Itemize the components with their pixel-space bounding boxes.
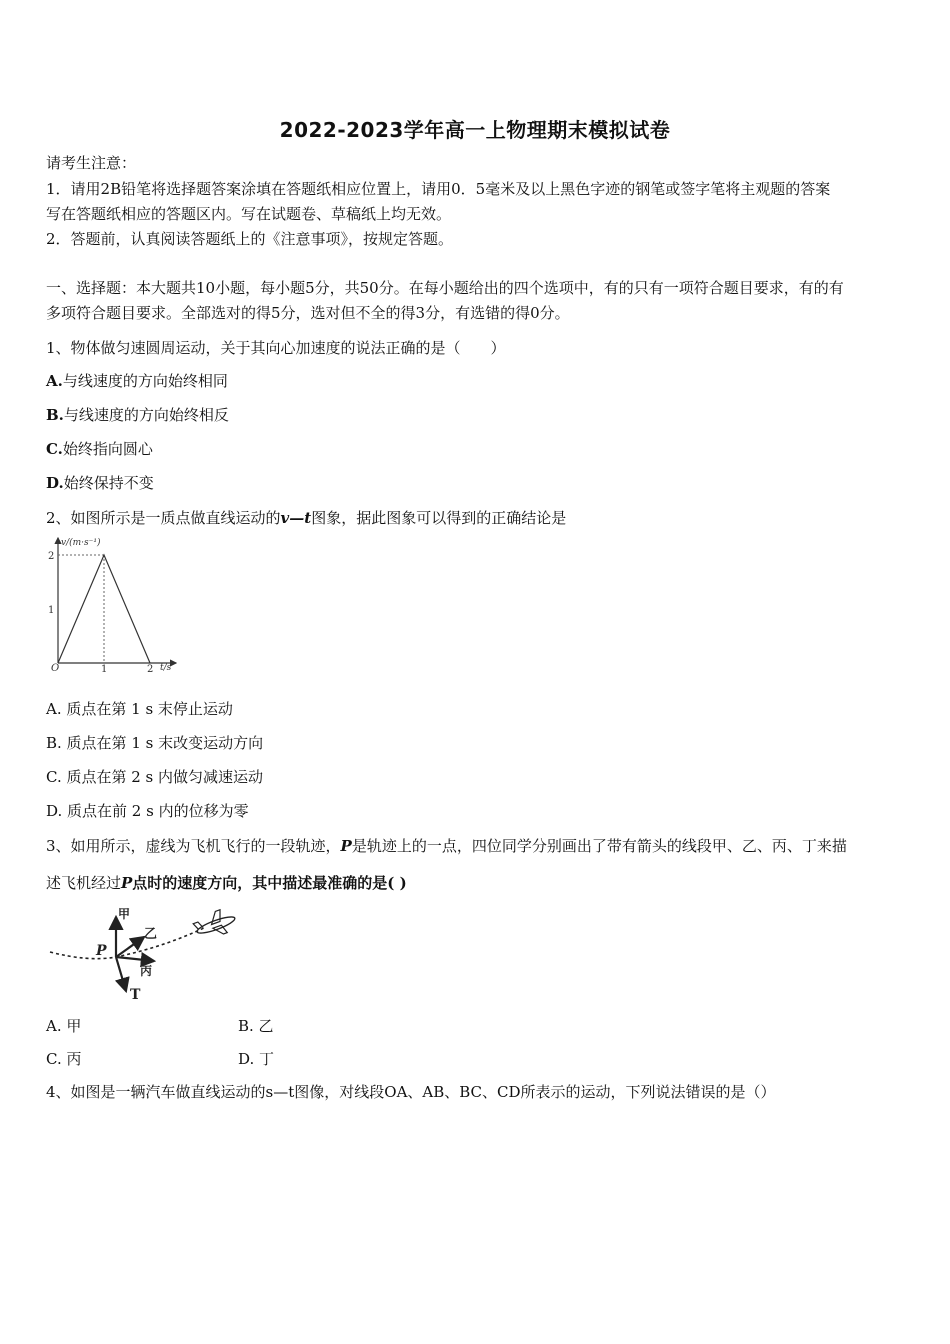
q3-stem-line-1: [46, 835, 847, 856]
vector-bing-arrow: [116, 957, 154, 961]
q3-option-a: A. 甲: [46, 1017, 82, 1035]
vector-ding-label: T: [130, 987, 141, 1003]
q2-stem-var: v—t: [280, 509, 312, 527]
q3-stem-line-2-pre: 述飞机经过: [46, 874, 122, 892]
section-1-intro-line-2: 多项符合题目要求。全部选对的得5分，选对但不全的得3分，有选错的得0分。: [46, 304, 570, 322]
q1-stem: 1、物体做匀速圆周运动，关于其向心加速度的说法正确的是（ ）: [46, 339, 506, 357]
vt-graph-y-tick-label: 2: [48, 551, 55, 562]
vt-graph-y-label: v/(m·s⁻¹): [61, 538, 101, 548]
q1-option-c-text: 始终指向圆心: [62, 440, 153, 458]
vt-graph-x-label: t/s: [160, 663, 172, 673]
q2-stem-pre: 2、如图所示是一质点做直线运动的: [46, 509, 281, 527]
vt-graph-x-tick-label: 1: [101, 664, 108, 674]
vt-graph: [40, 532, 190, 674]
q1-option-a: [46, 370, 228, 391]
vector-ding-arrow: [116, 957, 126, 991]
q1-option-a-text: 与线速度的方向始终相同: [62, 372, 228, 390]
q2-option-b: B. 质点在第 1 s 末改变运动方向: [46, 734, 264, 752]
q1-option-d-text: 始终保持不变: [63, 474, 154, 492]
vt-graph-y-tick-label: 1: [48, 605, 55, 616]
q4-stem: 4、如图是一辆汽车做直线运动的s—t图像，对线段OA、AB、BC、CD所表示的运动，下列说法错误的是（）: [46, 1083, 776, 1101]
flight-trajectory: [50, 927, 206, 959]
q1-option-d-letter: D.: [46, 474, 64, 492]
q1-option-d: [46, 472, 154, 493]
q1-option-b-letter: B.: [46, 406, 64, 424]
q3-stem-line-1-post: 是轨迹上的一点，四位同学分别画出了带有箭头的线段甲、乙、丙、丁来描: [351, 837, 847, 855]
notice-heading: 请考生注意：: [46, 154, 137, 172]
q1-option-b-text: 与线速度的方向始终相反: [63, 406, 229, 424]
q1-option-c: [46, 438, 153, 459]
q2-stem: [46, 507, 566, 528]
q3-option-d: D. 丁: [238, 1050, 275, 1068]
notice-item-1-line-1: 1．请用2B铅笔将选择题答案涂填在答题纸相应位置上，请用0．5毫米及以上黑色字迹的钢笔或签字笔将主观题的答案: [46, 180, 831, 198]
q3-option-c: C. 丙: [46, 1050, 82, 1068]
vt-graph-origin-label: O: [51, 663, 60, 674]
section-1-intro-line-1: 一、选择题：本大题共10小题，每小题5分，共50分。在每小题给出的四个选项中，有的只有一项符合题目要求，有的有: [46, 279, 844, 297]
notice-item-2: 2．答题前，认真阅读答题纸上的《注意事项》，按规定答题。: [46, 230, 454, 248]
notice-item-1-line-2: 写在答题纸相应的答题区内。写在试题卷、草稿纸上均无效。: [46, 205, 452, 223]
q1-option-b: [46, 404, 229, 425]
q3-stem-line-1-pre: 3、如用所示，虚线为飞机飞行的一段轨迹，: [46, 837, 341, 855]
q2-option-c: C. 质点在第 2 s 内做匀减速运动: [46, 768, 264, 786]
q3-stem-line-2: [46, 872, 407, 893]
q2-option-d: D. 质点在前 2 s 内的位移为零: [46, 802, 249, 820]
q3-option-b: B. 乙: [238, 1017, 274, 1035]
page-title: 2022-2023学年高一上物理期末模拟试卷: [279, 118, 671, 142]
q3-stem-line-1-point: P: [340, 837, 352, 855]
vector-yi-label: 乙: [144, 927, 158, 942]
q1-option-a-letter: A.: [46, 372, 63, 390]
q3-stem-line-2-post: 点时的速度方向，其中描述最准确的是( ): [132, 874, 407, 892]
point-p-label: P: [96, 943, 107, 959]
vector-jia-label: 甲: [118, 907, 131, 921]
airplane-icon: [192, 906, 239, 943]
q3-stem-line-2-point: P: [121, 874, 133, 892]
flight-path-figure: [44, 905, 254, 1005]
vt-graph-x-tick-label: 2: [147, 664, 154, 674]
q2-option-a: A. 质点在第 1 s 末停止运动: [46, 700, 233, 718]
q2-stem-post: 图象，据此图象可以得到的正确结论是: [311, 509, 567, 527]
vector-bing-label: 丙: [140, 964, 153, 978]
q1-option-c-letter: C.: [46, 440, 63, 458]
